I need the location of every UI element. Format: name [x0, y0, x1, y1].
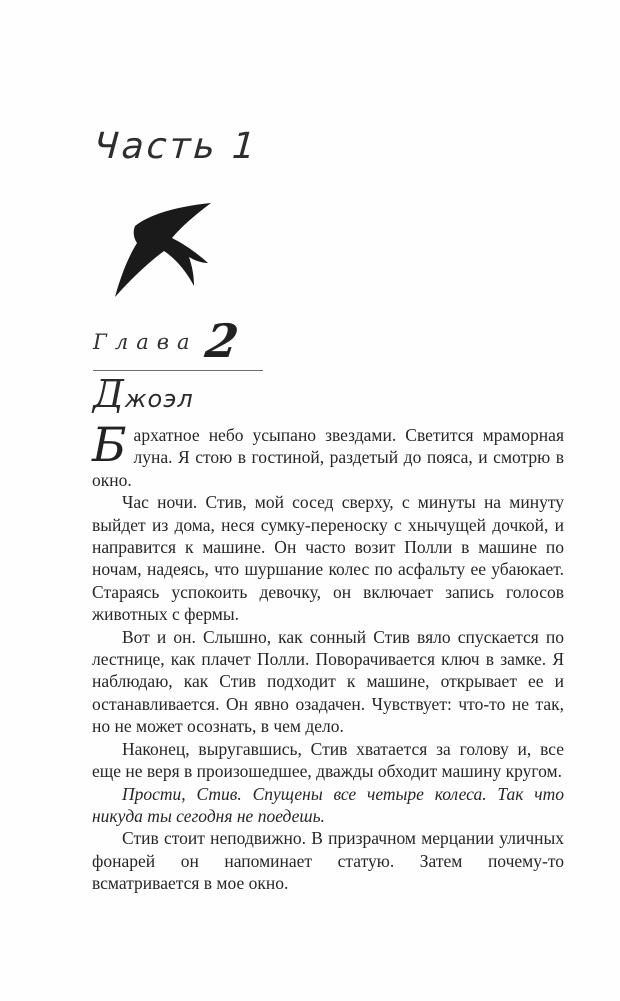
chapter-name: [93, 372, 194, 416]
chapter-name-rest: жоэл: [124, 385, 194, 413]
chapter-heading: Глава2: [93, 330, 263, 371]
paragraph: Час ночи. Стив, мой сосед сверху, с минуты на минуту выйдет из дома, неся сумку-переноску с хнычущей дочкой, и направится к машине. Он часто возит Полли в машине по ночам, надеясь, что шуршание колес по асфальту ее убаюкает. Стараясь успокоить девочку, он включает запись голосов животных с фермы.: [92, 492, 564, 625]
paragraph: Наконец, выругавшись, Стив хватается за голову и, все еще не веря в произошедшее, дважды обходит машину кругом.: [92, 738, 564, 782]
drop-cap: Б: [92, 418, 127, 473]
chapter-label: Глава: [93, 330, 198, 354]
paragraph: Стив стоит неподвижно. В призрачном мерцании уличных фонарей он напоминает статую. Затем почему-то всматривается в мое окно.: [92, 828, 564, 894]
body-paragraphs: [92, 418, 564, 895]
part-title: Часть 1: [92, 126, 260, 167]
paragraph: Прости, Стив. Спущены все четыре колеса. Так что никуда ты сегодня не поедешь.: [92, 783, 564, 826]
swallow-icon: [106, 202, 258, 302]
chapter-name-initial: Д: [93, 372, 125, 416]
paragraph: Бархатное небо усыпано звездами. Светится мраморная луна. Я стою в гостиной, раздетый до пояса, и смотрю в окно.: [92, 418, 564, 490]
paragraph: Вот и он. Слышно, как сонный Стив вяло спускается по лестнице, как плачет Полли. Поворачивается ключ в замке. Я наблюдаю, как Стив подходит к машине, открывает ее и останавливается. Он явно озадачен. Чувствует: что-то не так, но не может осознать, в чем дело.: [92, 626, 564, 737]
